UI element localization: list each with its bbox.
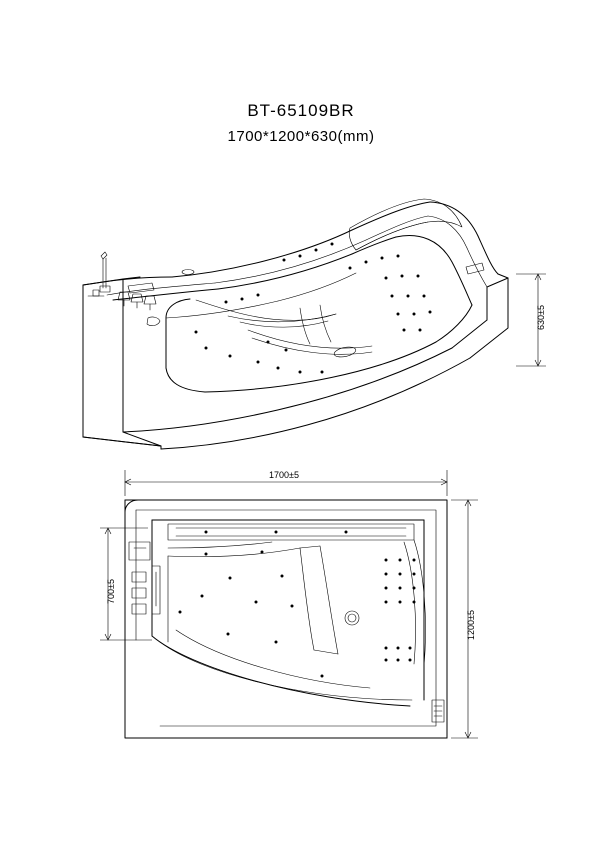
model-dimensions: 1700*1200*630(mm) <box>227 128 375 145</box>
dimension-label-height: 630±5 <box>536 305 546 330</box>
dimension-label-depth-left: 700±5 <box>106 579 116 604</box>
perspective-view <box>83 199 546 449</box>
dimension-label-length: 1700±5 <box>269 470 299 480</box>
dimension-label-width: 1200±5 <box>466 610 476 640</box>
model-code: BT-65109BR <box>247 101 355 120</box>
top-view <box>100 470 478 738</box>
